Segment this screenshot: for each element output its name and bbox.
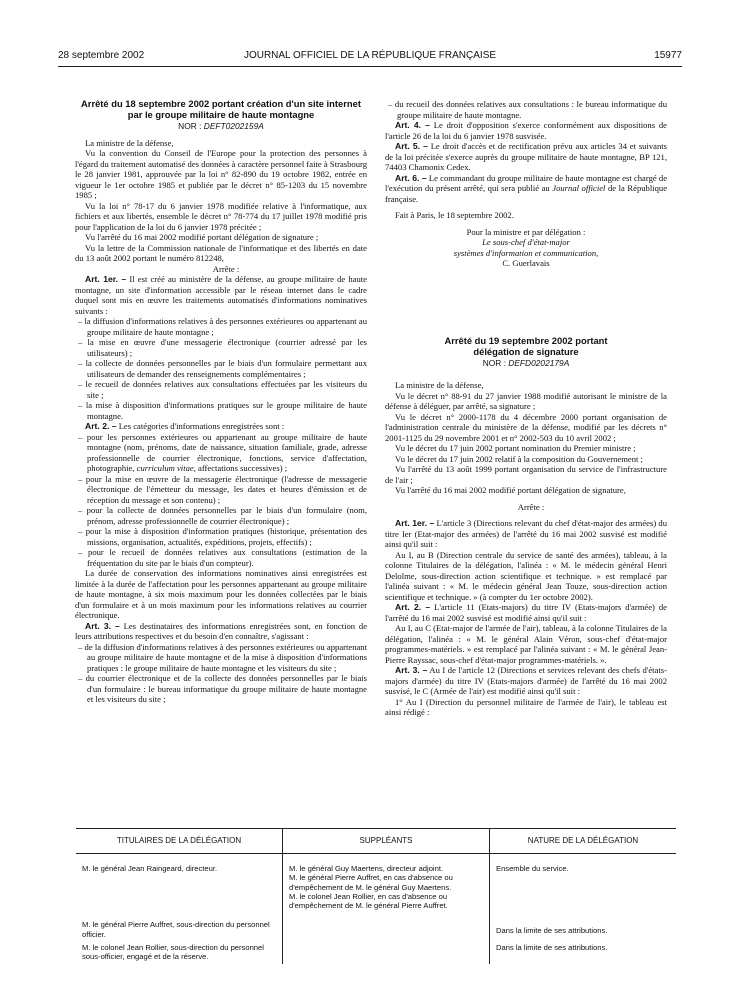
article-label: Art. 4. – xyxy=(395,120,430,130)
header-rule xyxy=(58,66,682,67)
table-cell-suppleants xyxy=(283,912,490,941)
list-item: – de la diffusion d'informations relatives à des personnes extérieures ou appartenant au groupe militaire de haute montagne et de la mise à disposition d'informations pratiques : le groupe militaire de haute montagne et les visiteurs du site ; xyxy=(78,641,367,673)
header-date: 28 septembre 2002 xyxy=(58,50,145,61)
article-text: L'article 3 (Directions relevant du chef d'état-major des armées) du titre Ier (Etat-major des armées) de l'arrêté du 16 mai 2002 susvisé est modifié ainsi qu'il suit : xyxy=(385,518,667,549)
article-label: Art. 1er. – xyxy=(85,274,127,284)
article-4 xyxy=(385,120,667,141)
list-item: – la mise en œuvre d'une messagerie électronique (courrier adressé par les utilisateurs) ; xyxy=(78,337,367,358)
column-header: TITULAIRES DE LA DÉLÉGATION xyxy=(76,829,283,854)
intro-paragraph: La ministre de la défense, xyxy=(395,380,484,390)
article-3 xyxy=(385,665,667,697)
list-text-italic: curriculum vitae xyxy=(136,463,194,473)
article-text: Il est créé au ministère de la défense, au groupe militaire de haute montagne, un site d'information accessible par le réseau internet dans le cadre duquel sont mis en œuvre les traitements automatisés d'informations nominatives suivants : xyxy=(75,274,367,316)
article-2 xyxy=(75,421,367,432)
list-item: – du courrier électronique et de la collecte des données personnelles par le biais d'un formulaire : le bureau informatique du groupe militaire de haute montagne et les visiteurs du site ; xyxy=(78,673,367,704)
article-text: Les destinataires des informations enregistrées sont, en fonction de leurs attributions respectives et du besoin d'en connaître, s'agissant : xyxy=(75,620,368,641)
arrete-label: Arrête : xyxy=(212,263,240,274)
arrete2-title: Arrêté du 19 septembre 2002 portant délégation de signature xyxy=(444,334,608,357)
signature-line: Pour la ministre et par délégation : xyxy=(466,226,586,237)
suppleant-entry: M. le général Guy Maertens, directeur adjoint. xyxy=(289,864,444,873)
signature-name: C. Guerlavais xyxy=(502,258,550,268)
table-row xyxy=(76,912,676,941)
arrete-label: Arrête : xyxy=(517,501,545,512)
journal-officiel-italic: Journal officiel xyxy=(552,183,606,193)
table-row xyxy=(76,941,676,964)
article-text: Le droit d'opposition s'exerce conformément aux dispositions de l'article 26 de la loi du 6 janvier 1978 susvisée. xyxy=(385,120,667,141)
list-item: – le recueil de données relatives aux consultations effectuées par les visiteurs du site ; xyxy=(78,379,367,400)
column-header: SUPPLÉANTS xyxy=(283,829,490,854)
list-item: – pour la collecte de données personnelles par le biais d'un formulaire (nom, prénom, adresse professionnelle de courrier électronique) ; xyxy=(78,505,367,526)
signature-line: Le sous-chef d'état-major xyxy=(482,237,570,247)
list-item: – la diffusion d'informations relatives à des personnes extérieures ou appartenant au groupe militaire de haute montagne ; xyxy=(78,316,367,337)
header-journal-title: JOURNAL OFFICIEL DE LA RÉPUBLIQUE FRANÇAISE xyxy=(243,50,497,61)
intro-paragraph: Vu la loi n° 78-17 du 6 janvier 1978 modifiée relative à l'informatique, aux fichiers et aux libertés, ensemble le décret n° 78-774 du 17 juillet 1978 modifié pris pour l'application de la loi du 6 janvier 1978 précitée ; xyxy=(75,200,367,232)
article-5 xyxy=(385,141,667,173)
table-cell-nature: Dans la limite de ses attributions. xyxy=(496,943,608,953)
intro-paragraph: Vu la lettre de la Commission nationale de l'informatique et des libertés en date du 13 août 2002 portant le numéro 812248, xyxy=(75,242,367,263)
list-text: , affectations successives) ; xyxy=(193,463,288,473)
fait-a-paris: Fait à Paris, le 18 septembre 2002. xyxy=(395,210,514,220)
list-item: – pour la mise en œuvre de la messagerie électronique (l'adresse de messagerie électronique de l'émetteur du message, les dates et heures d'émission et de réception du message et son contenu) ; xyxy=(78,473,367,505)
list-item: – la collecte de données personnelles par le biais d'un formulaire permettant aux utilisateurs de demander des renseignements complémentaires ; xyxy=(78,358,367,379)
article-text: Le commandant du groupe militaire de haute montagne est chargé de l'exécution du présent arrêté, qui sera publié au xyxy=(385,172,668,193)
article-label: Art. 1er. – xyxy=(395,518,435,528)
list-item: – la mise à disposition d'informations pratiques sur le groupe militaire de haute montagne. xyxy=(78,400,367,421)
table-cell-titulaire: M. le colonel Jean Rollier, sous-direction du personnel sous-officier, engagé et de la réserve. xyxy=(82,943,264,962)
suppleant-entry: M. le colonel Jean Rollier, en cas d'absence ou d'empêchement de M. le général Pierre Auffret. xyxy=(289,891,448,911)
article-paragraph: 1° Au I (Direction du personnel militaire de l'armée de l'air), le tableau est ainsi rédigé : xyxy=(385,696,667,717)
list-text: – pour les personnes extérieures ou appartenant au groupe militaire de haute montagne (nom, prénoms, date de naissance, situation familiale, grade, adresse professionnelle de courrier électronique, fonctions, service d'affectation, photographie, xyxy=(78,431,367,473)
table-cell-suppleants xyxy=(283,854,490,913)
article-text: Le droit d'accès et de rectification prévu aux articles 34 et suivants de la loi précitée s'exerce auprès du groupe militaire de haute montagne, BP 121, 74403 Chamonix Cedex. xyxy=(385,141,667,172)
article-1 xyxy=(75,274,367,316)
article-paragraph: Au I, au C (Etat-major de l'armée de l'air), tableau, à la colonne Titulaires de la délégation, l'alinéa : « M. le général Alain Véron, sous-chef d'état-major programmes-matériels. » est remplacé par l'alinéa suivant : « M. le général Jean-Pierre Rayssac, sous-chef d'état-major programmes-matériels. ». xyxy=(385,623,667,665)
table-cell-titulaire: M. le général Pierre Auffret, sous-direction du personnel officier. xyxy=(82,920,270,939)
list-item xyxy=(75,432,367,474)
article-label: Art. 6. – xyxy=(395,172,427,183)
article-label: Art. 5. – xyxy=(395,141,428,151)
arrete2-nor xyxy=(385,358,667,369)
nor-label: NOR : xyxy=(482,357,506,368)
article-label: Art. 3. – xyxy=(395,665,428,675)
right-column xyxy=(385,99,667,718)
list-item: – du recueil des données relatives aux consultations : le bureau informatique du groupe militaire de haute montagne. xyxy=(388,99,667,120)
table-cell-nature: Ensemble du service. xyxy=(496,864,569,873)
table-row xyxy=(76,854,676,913)
list-item: – pour le recueil de données relatives aux consultations (estimation de la fréquentation du site par le biais d'un compteur). xyxy=(78,547,367,568)
header-page-number: 15977 xyxy=(654,50,682,61)
table-cell-nature: Dans la limite de ses attributions. xyxy=(496,926,608,936)
arrete1-title: Arrêté du 18 septembre 2002 portant création d'un site internet par le groupe militaire de haute montagne xyxy=(81,98,361,120)
retention-paragraph: La durée de conservation des informations nominatives ainsi enregistrées est limitée à la durée de l'affectation pour les personnes appartenant au groupe militaire de haute montagne, à six mois maximum pour les données collectées par le biais d'un formulaire et à un mois maximum pour les informations relatives au courrier électronique. xyxy=(75,568,367,620)
article-label: Art. 3. – xyxy=(85,620,120,631)
article-1 xyxy=(385,518,667,550)
left-column xyxy=(75,98,367,705)
article-text: L'article 11 (Etats-majors) du titre IV (Etats-majors d'armée) de l'arrêté du 16 mai 2002 susvisé est modifié ainsi qu'il suit : xyxy=(385,602,667,623)
article-label: Art. 2. – xyxy=(85,421,117,431)
intro-paragraph: Vu le décret n° 2000-1178 du 4 décembre 2000 portant organisation de l'administration centrale du ministère de la défense, modifié par les décrets n° 2001-1125 du 29 novembre 2001 et n° 2002-503 du 10 avril 2002 ; xyxy=(385,411,667,443)
nor-label: NOR : xyxy=(178,121,202,131)
intro-paragraph: Vu l'arrêté du 16 mai 2002 modifié portant délégation de signature ; xyxy=(85,232,319,242)
article-text: de la République française. xyxy=(385,183,668,204)
intro-paragraph: Vu le décret du 17 juin 2002 portant nomination du Premier ministre ; xyxy=(395,443,636,453)
arrete1-nor xyxy=(75,121,367,132)
delegation-table xyxy=(76,828,676,964)
article-6 xyxy=(385,173,667,205)
article-text: Au I de l'article 12 (Directions et services relevant des chefs d'états-majors d'armée) du titre IV (Etats-majors d'armée) de l'arrêté du 16 mai 2002 susvisé, le C (Armée de l'air) est modifié ainsi qu'il suit : xyxy=(385,665,667,696)
intro-paragraph: Vu l'arrêté du 16 mai 2002 modifié portant délégation de signature, xyxy=(395,485,626,495)
table-cell-titulaire: M. le général Jean Raingeard, directeur. xyxy=(82,864,218,873)
intro-paragraph: Vu le décret n° 88-91 du 27 janvier 1988 modifié autorisant le ministre de la défense à déléguer, par arrêté, sa signature ; xyxy=(385,390,667,411)
list-item: – pour la mise à disposition d'information pratiques (historique, présentation des missions, organisation, actualités, expéditions, projets, effectifs) ; xyxy=(78,526,367,547)
intro-paragraph: Vu l'arrêté du 13 août 1999 portant organisation du service de l'infrastructure de l'air ; xyxy=(385,464,667,485)
article-3 xyxy=(75,621,367,642)
suppleant-entry: M. le général Pierre Auffret, en cas d'absence ou d'empêchement de M. le général Guy Maertens. xyxy=(289,873,453,892)
intro-paragraph: La ministre de la défense, xyxy=(85,137,174,148)
intro-paragraph: Vu la convention du Conseil de l'Europe pour la protection des personnes à l'égard du traitement automatisé des données à caractère personnel faite à Strasbourg le 28 janvier 1981, approuvée par la loi n° 82-890 du 19 octobre 1982, entrée en vigueur le 1er octobre 1985 et publiée par le décret n° 85-1203 du 15 novembre 1985 ; xyxy=(75,148,367,200)
nor-code: DEFD0202179A xyxy=(508,357,570,368)
article-2 xyxy=(385,602,667,623)
column-header: NATURE DE LA DÉLÉGATION xyxy=(490,829,677,854)
article-paragraph: Au I, au B (Direction centrale du service de santé des armées), tableau, à la colonne Titulaires de la délégation, l'alinéa : « M. le médecin général Henri Delolme, sous-direction action scientifique et technique. » est remplacé par l'alinéa suivant : « M. le médecin général Jean Touze, sous-direction action scientifique et technique. » (à compter du 1er octobre 2002). xyxy=(385,549,667,602)
signature-line: systèmes d'information et communication, xyxy=(453,247,599,258)
nor-code: DEFT0202159A xyxy=(203,121,264,131)
signature-block xyxy=(385,227,667,269)
table-cell-suppleants xyxy=(283,941,490,964)
table-header-row xyxy=(76,829,676,854)
article-label: Art. 2. – xyxy=(395,602,431,612)
page-header xyxy=(58,50,682,64)
article-text: Les catégories d'informations enregistrées sont : xyxy=(118,421,285,431)
intro-paragraph: Vu le décret du 17 juin 2002 relatif à la composition du Gouvernement ; xyxy=(395,453,643,464)
